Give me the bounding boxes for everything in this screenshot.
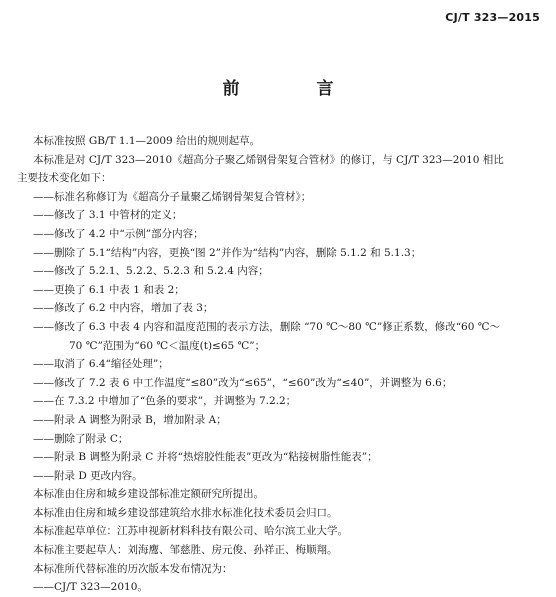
change-item: ——修改了 7.2 表 6 中工作温度“≤80”改为“≤65”，“≤60”改为“≤40”，并调整为 6.6； bbox=[33, 376, 453, 389]
change-item-continued: 70 ℃”范围为“60 ℃＜温度(t)≤65 ℃”； bbox=[69, 339, 266, 352]
paragraph: 本标准主要起草人：刘海鹰、邹慈胜、房元俊、孙祥正、梅顺翔。 bbox=[33, 544, 338, 557]
change-item: ——修改了 6.2 中内容，增加了表 3； bbox=[33, 302, 214, 315]
change-item: ——修改了 5.2.1、5.2.2、5.2.3 和 5.2.4 内容； bbox=[33, 265, 269, 278]
change-item: ——删除了 5.1“结构”内容，更换“图 2”并作为“结构”内容，删除 5.1.2 和 5.1.3； bbox=[33, 246, 422, 259]
change-item: ——更换了 6.1 中表 1 和表 2； bbox=[33, 283, 185, 296]
foreword-body bbox=[17, 132, 543, 597]
paragraph: 本标准按照 GB/T 1.1—2009 给出的规则起草。 bbox=[33, 135, 261, 147]
paragraph: 本标准由住房和城乡建设部标准定额研究所提出。 bbox=[33, 488, 264, 501]
change-item: ——附录 D 更改内容。 bbox=[33, 469, 143, 482]
change-item: ——在 7.3.2 中增加了“色条的要求”，并调整为 7.2.2； bbox=[33, 395, 297, 408]
change-item: ——附录 A 调整为附录 B，增加附录 A； bbox=[33, 413, 227, 426]
paragraph: 本标准起草单位：江苏申视新材料科技有限公司、哈尔滨工业大学。 bbox=[33, 525, 348, 538]
page-title: 前 言 bbox=[222, 79, 364, 99]
change-item: ——CJ/T 323—2010。 bbox=[33, 581, 148, 594]
paragraph: 主要技术变化如下： bbox=[17, 172, 112, 185]
change-item: ——取消了 6.4“缩径处理”； bbox=[33, 358, 169, 371]
paragraph: 本标准由住房和城乡建设部建筑给水排水标准化技术委员会归口。 bbox=[33, 506, 338, 519]
change-item: ——删除了附录 C； bbox=[33, 432, 129, 445]
paragraph: 本标准是对 CJ/T 323—2010《超高分子聚乙烯钢骨架复合管材》的修订，与 CJ/T 323—2010 相比 bbox=[33, 153, 504, 166]
standard-code: CJ/T 323—2015 bbox=[445, 11, 540, 24]
change-item: ——修改了 6.3 中表 4 内容和温度范围的表示方法，删除 “70 ℃～80 ℃”修正系数，修改“60 ℃～ bbox=[33, 320, 501, 333]
paragraph: 本标准所代替标准的历次版本发布情况为： bbox=[33, 562, 233, 575]
change-item: ——修改了 4.2 中“示例”部分内容； bbox=[33, 227, 204, 240]
change-item: ——标准名称修订为《超高分子量聚乙烯钢骨架复合管材》； bbox=[33, 190, 312, 203]
change-item: ——修改了 3.1 中管材的定义； bbox=[33, 209, 183, 222]
change-item: ——附录 B 调整为附录 C 并将“热熔胶性能表”更改为“粘接树脂性能表”； bbox=[33, 451, 378, 464]
